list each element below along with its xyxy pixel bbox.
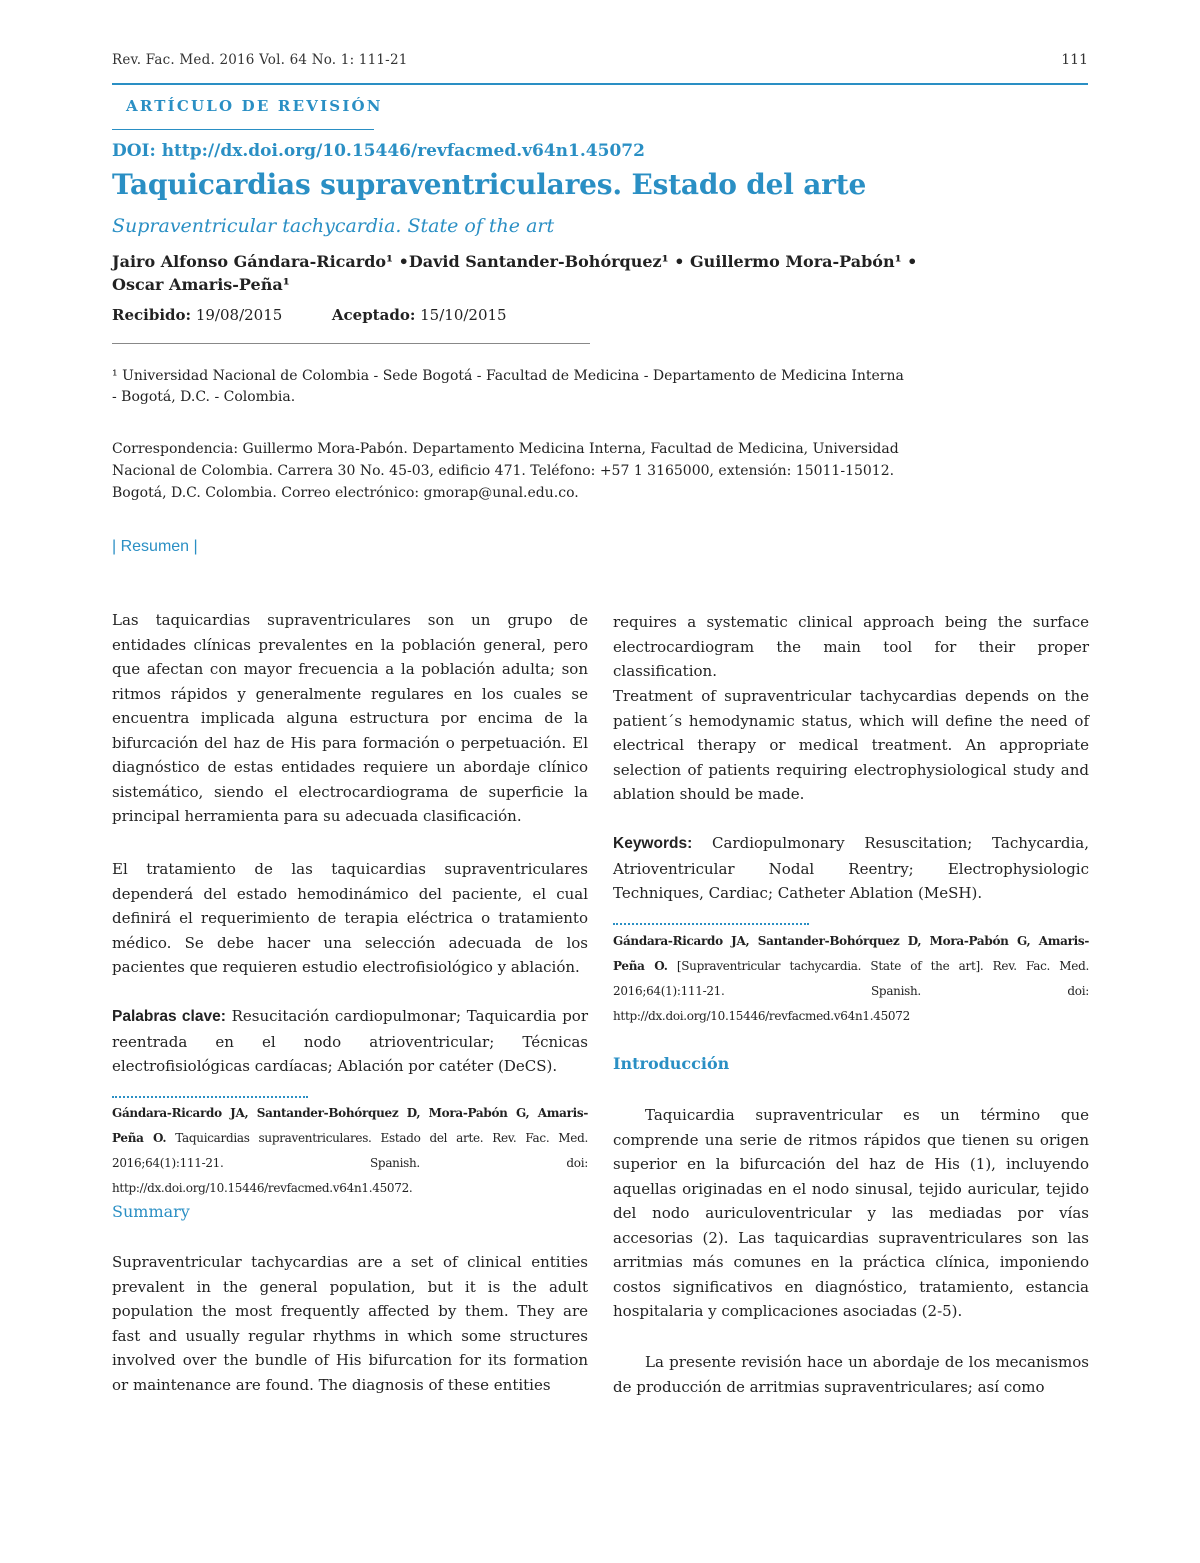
affiliation-line-1: ¹ Universidad Nacional de Colombia - Sede Bogotá - Facultad de Medicina - Departamento de Medicina Interna: [112, 368, 904, 384]
authors-line-1: Jairo Alfonso Gándara-Ricardo¹ •David Santander-Bohórquez¹ • Guillermo Mora-Pabón¹ •: [112, 252, 918, 271]
introduccion-paragraph-1: Taquicardia supraventricular es un término que comprende una serie de ritmos rápidos que tienen su origen superior en la bifurcación del haz de His (1), incluyendo aquellas originadas en el nodo sinusal, tejido auricular, tejido del nodo auriculoventricular y las mediadas por vías accesorias (2). Las taquicardias supraventriculares son las arritmias más comunes en la práctica clínica, imponiendo costos significativos en diagnóstico, tratamiento, estancia hospitalaria y complicaciones asociadas (2-5).: [613, 1106, 1089, 1320]
section-rule: [112, 129, 374, 130]
summary-paragraph-1: Supraventricular tachycardias are a set of clinical entities prevalent in the general population, but it is the adult population the most frequently affected by them. They are fast and usually regular rhythms in which some structures involved over the bundle of His bifurcation for its formation or maintenance are found. The diagnosis of these entities: [112, 1253, 588, 1394]
section-label: ARTÍCULO DE REVISIÓN: [126, 97, 383, 115]
doi-link[interactable]: DOI: http://dx.doi.org/10.15446/revfacmed.v64n1.45072: [112, 141, 645, 161]
resumen-heading: | Resumen |: [112, 538, 198, 555]
article-title: Taquicardias supraventriculares. Estado del arte: [112, 168, 867, 201]
resumen-dotted-rule: [112, 1096, 308, 1098]
resumen-citation-authors: Gándara-Ricardo JA, Santander-Bohórquez D, Mora-Pabón G, Amaris-Peña O.: [112, 1106, 588, 1145]
summary-citation-text: [Supraventricular tachycardia. State of the art]. Rev. Fac. Med. 2016;64(1):111-21. Spanish. doi: http://dx.doi.org/10.15446/revfacmed.v64n1.45072: [613, 959, 1089, 1023]
summary-citation: [613, 929, 1089, 1029]
header-rule: [112, 83, 1088, 85]
resumen-keywords: [112, 1004, 588, 1079]
correspondence-line-1: Correspondencia: Guillermo Mora-Pabón. Departamento Medicina Interna, Facultad de Medicina, Universidad: [112, 441, 899, 457]
correspondence: [112, 438, 912, 504]
summary-keywords: [613, 831, 1089, 906]
accepted-date: 15/10/2015: [420, 306, 507, 324]
affiliation: [112, 366, 912, 408]
resumen-paragraph-2: El tratamiento de las taquicardias supraventriculares dependerá del estado hemodinámico del paciente, el cual definirá el requerimiento de terapia eléctrica o tratamiento médico. Se debe hacer una selección adecuada de los pacientes que requieren estudio electrofisiológico y ablación.: [112, 860, 588, 976]
correspondence-line-2: Nacional de Colombia. Carrera 30 No. 45-03, edificio 471. Teléfono: +57 1 3165000, extensión: 15011-15012.: [112, 463, 895, 479]
summary-heading: Summary: [112, 1202, 190, 1221]
summary-keywords-label: Keywords:: [613, 835, 693, 852]
running-head: Rev. Fac. Med. 2016 Vol. 64 No. 1: 111-21: [112, 52, 408, 68]
authors: [112, 250, 932, 296]
correspondence-line-3: Bogotá, D.C. Colombia. Correo electrónico: gmorap@unal.edu.co.: [112, 485, 579, 501]
dates-rule: [112, 343, 590, 344]
resumen-paragraph-1: Las taquicardias supraventriculares son un grupo de entidades clínicas prevalentes en la población general, pero que afectan con mayor frecuencia a la población adulta; son ritmos rápidos y generalmente regulares en los cuales se encuentra implicada alguna estructura por encima de la bifurcación del haz de His para formación o perpetuación. El diagnóstico de estas entidades requiere un abordaje clínico sistemático, siendo el electrocardiograma de superficie la principal herramienta para su adecuada clasificación.: [112, 611, 588, 825]
summary-dotted-rule: [613, 923, 809, 925]
summary-citation-authors: Gándara-Ricardo JA, Santander-Bohórquez D, Mora-Pabón G, Amaris-Peña O.: [613, 934, 1089, 973]
resumen-keywords-text: Resucitación cardiopulmonar; Taquicardia por reentrada en el nodo atrioventricular; Técnicas electrofisiológicas cardíacas; Ablación por catéter (DeCS).: [112, 1007, 588, 1075]
received-label: Recibido:: [112, 306, 192, 324]
resumen-keywords-label: Palabras clave:: [112, 1008, 226, 1025]
resumen-citation-text: Taquicardias supraventriculares. Estado del arte. Rev. Fac. Med. 2016;64(1):111-21. Spanish. doi: http://dx.doi.org/10.15446/revfacmed.v64n1.45072.: [112, 1131, 588, 1195]
resumen-citation: [112, 1101, 588, 1201]
summary-paragraph-2: Treatment of supraventricular tachycardias depends on the patient´s hemodynamic status, which will define the need of electrical therapy or medical treatment. An appropriate selection of patients requiring electrophysiological study and ablation should be made.: [613, 687, 1089, 803]
introduccion-heading: Introducción: [613, 1054, 730, 1073]
affiliation-line-2: - Bogotá, D.C. - Colombia.: [112, 389, 296, 405]
introduccion-paragraph-2: La presente revisión hace un abordaje de los mecanismos de producción de arritmias supraventriculares; así como: [613, 1353, 1089, 1396]
authors-line-2: Oscar Amaris-Peña¹: [112, 275, 290, 294]
page-number: 111: [1061, 52, 1088, 68]
received-date: 19/08/2015: [195, 306, 283, 324]
article-subtitle: Supraventricular tachycardia. State of the art: [112, 215, 555, 237]
summary-paragraph-1-continued: requires a systematic clinical approach being the surface electrocardiogram the main tool for their proper classification.: [613, 613, 1089, 680]
accepted-label: Aceptado:: [331, 306, 416, 324]
dates-line: [112, 306, 507, 324]
summary-keywords-text: Cardiopulmonary Resuscitation; Tachycardia, Atrioventricular Nodal Reentry; Electrophysiologic Techniques, Cardiac; Catheter Ablation (MeSH).: [613, 834, 1089, 902]
